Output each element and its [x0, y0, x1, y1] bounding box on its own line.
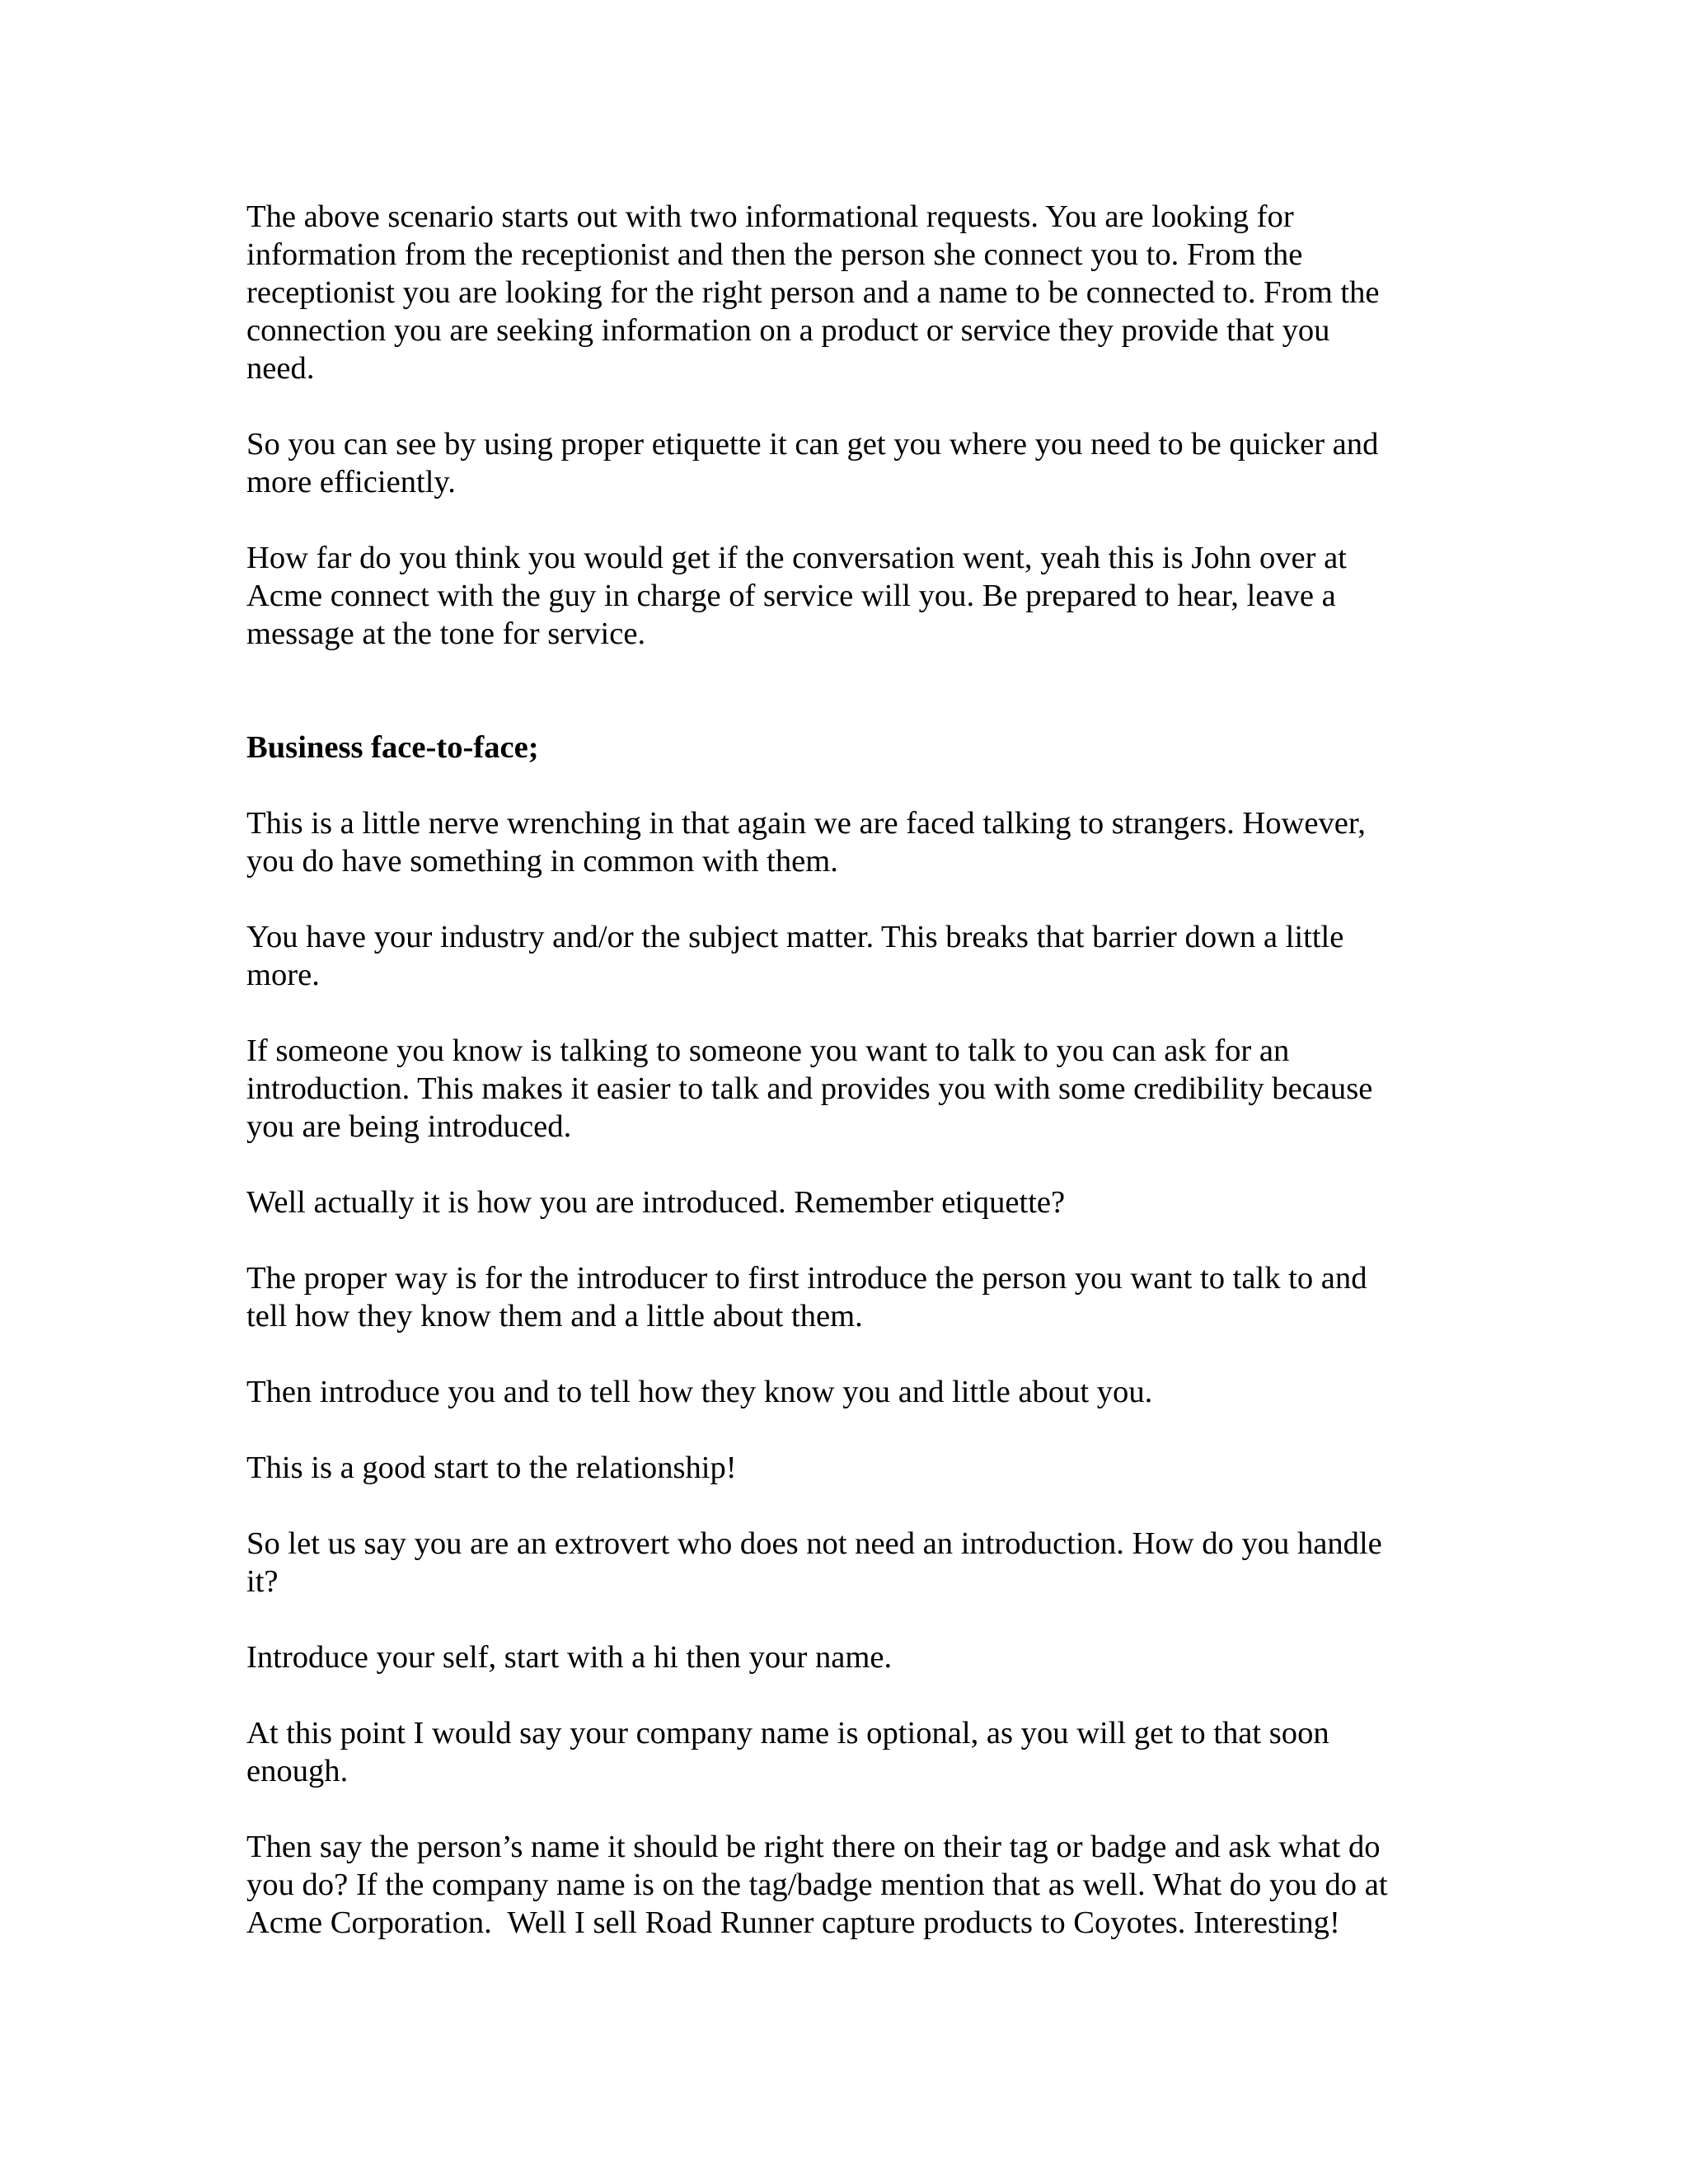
text-line: Acme Corporation. Well I sell Road Runner capture products to Coyotes. Interesting!	[246, 1905, 1340, 1940]
section-heading	[246, 729, 1450, 766]
text-line: more efficiently.	[246, 465, 456, 499]
text-line: This is a little nerve wrenching in that again we are faced talking to strangers. However,	[246, 806, 1366, 841]
paragraph-company-optional	[246, 1714, 1450, 1790]
paragraph-say-name	[246, 1828, 1450, 1942]
text-line: At this point I would say your company name is optional, as you will get to that soon	[246, 1716, 1329, 1750]
paragraph-nerve-wrenching	[246, 804, 1450, 880]
text-line: Acme connect with the guy in charge of service will you. Be prepared to hear, leave a	[246, 579, 1336, 613]
text-line: message at the tone for service.	[246, 616, 646, 651]
paragraph-ask-introduction	[246, 1032, 1450, 1146]
text-line: enough.	[246, 1754, 349, 1788]
text-line: introduction. This makes it easier to talk and provides you with some credibility because	[246, 1071, 1373, 1106]
paragraph-introduce-you	[246, 1373, 1450, 1411]
paragraph-bad-conversation	[246, 539, 1450, 653]
paragraph-extrovert	[246, 1525, 1450, 1601]
text-line: need.	[246, 351, 315, 386]
text-line: receptionist you are looking for the right person and a name to be connected to. From the	[246, 275, 1380, 310]
text-line: This is a good start to the relationship!	[246, 1451, 737, 1485]
text-line: Then say the person’s name it should be right there on their tag or badge and ask what do	[246, 1830, 1381, 1864]
text-line: So let us say you are an extrovert who does not need an introduction. How do you handle	[246, 1526, 1382, 1561]
paragraph-proper-way	[246, 1259, 1450, 1335]
paragraph-good-start	[246, 1449, 1450, 1487]
text-line: you are being introduced.	[246, 1109, 572, 1144]
text-line: you do? If the company name is on the tag/badge mention that as well. What do you do at	[246, 1868, 1388, 1902]
text-line: information from the receptionist and then the person she connect you to. From the	[246, 237, 1303, 272]
text-line: connection you are seeking information on a product or service they provide that you	[246, 313, 1330, 348]
text-line: Then introduce you and to tell how they know you and little about you.	[246, 1375, 1153, 1409]
paragraph-industry	[246, 918, 1450, 994]
paragraph-intro-scenario	[246, 198, 1450, 387]
text-line: it?	[246, 1564, 279, 1599]
document-body	[246, 198, 1450, 1980]
text-line: more.	[246, 958, 320, 992]
text-line: You have your industry and/or the subject matter. This breaks that barrier down a little	[246, 920, 1344, 954]
text-line: How far do you think you would get if the conversation went, yeah this is John over at	[246, 541, 1347, 575]
paragraph-etiquette-efficiency	[246, 425, 1450, 501]
text-line: The proper way is for the introducer to first introduce the person you want to talk to and	[246, 1261, 1367, 1296]
text-line: If someone you know is talking to someone you want to talk to you can ask for an	[246, 1033, 1290, 1068]
paragraph-remember-etiquette	[246, 1183, 1450, 1221]
text-line: tell how they know them and a little about them.	[246, 1299, 863, 1333]
text-line: Introduce your self, start with a hi then your name.	[246, 1640, 893, 1675]
text-line: you do have something in common with them.	[246, 844, 838, 879]
section-heading-text: Business face-to-face;	[246, 730, 539, 765]
text-line: So you can see by using proper etiquette it can get you where you need to be quicker and	[246, 427, 1379, 462]
text-line: Well actually it is how you are introduced. Remember etiquette?	[246, 1185, 1066, 1220]
text-line: The above scenario starts out with two informational requests. You are looking for	[246, 199, 1294, 234]
paragraph-introduce-self	[246, 1638, 1450, 1676]
